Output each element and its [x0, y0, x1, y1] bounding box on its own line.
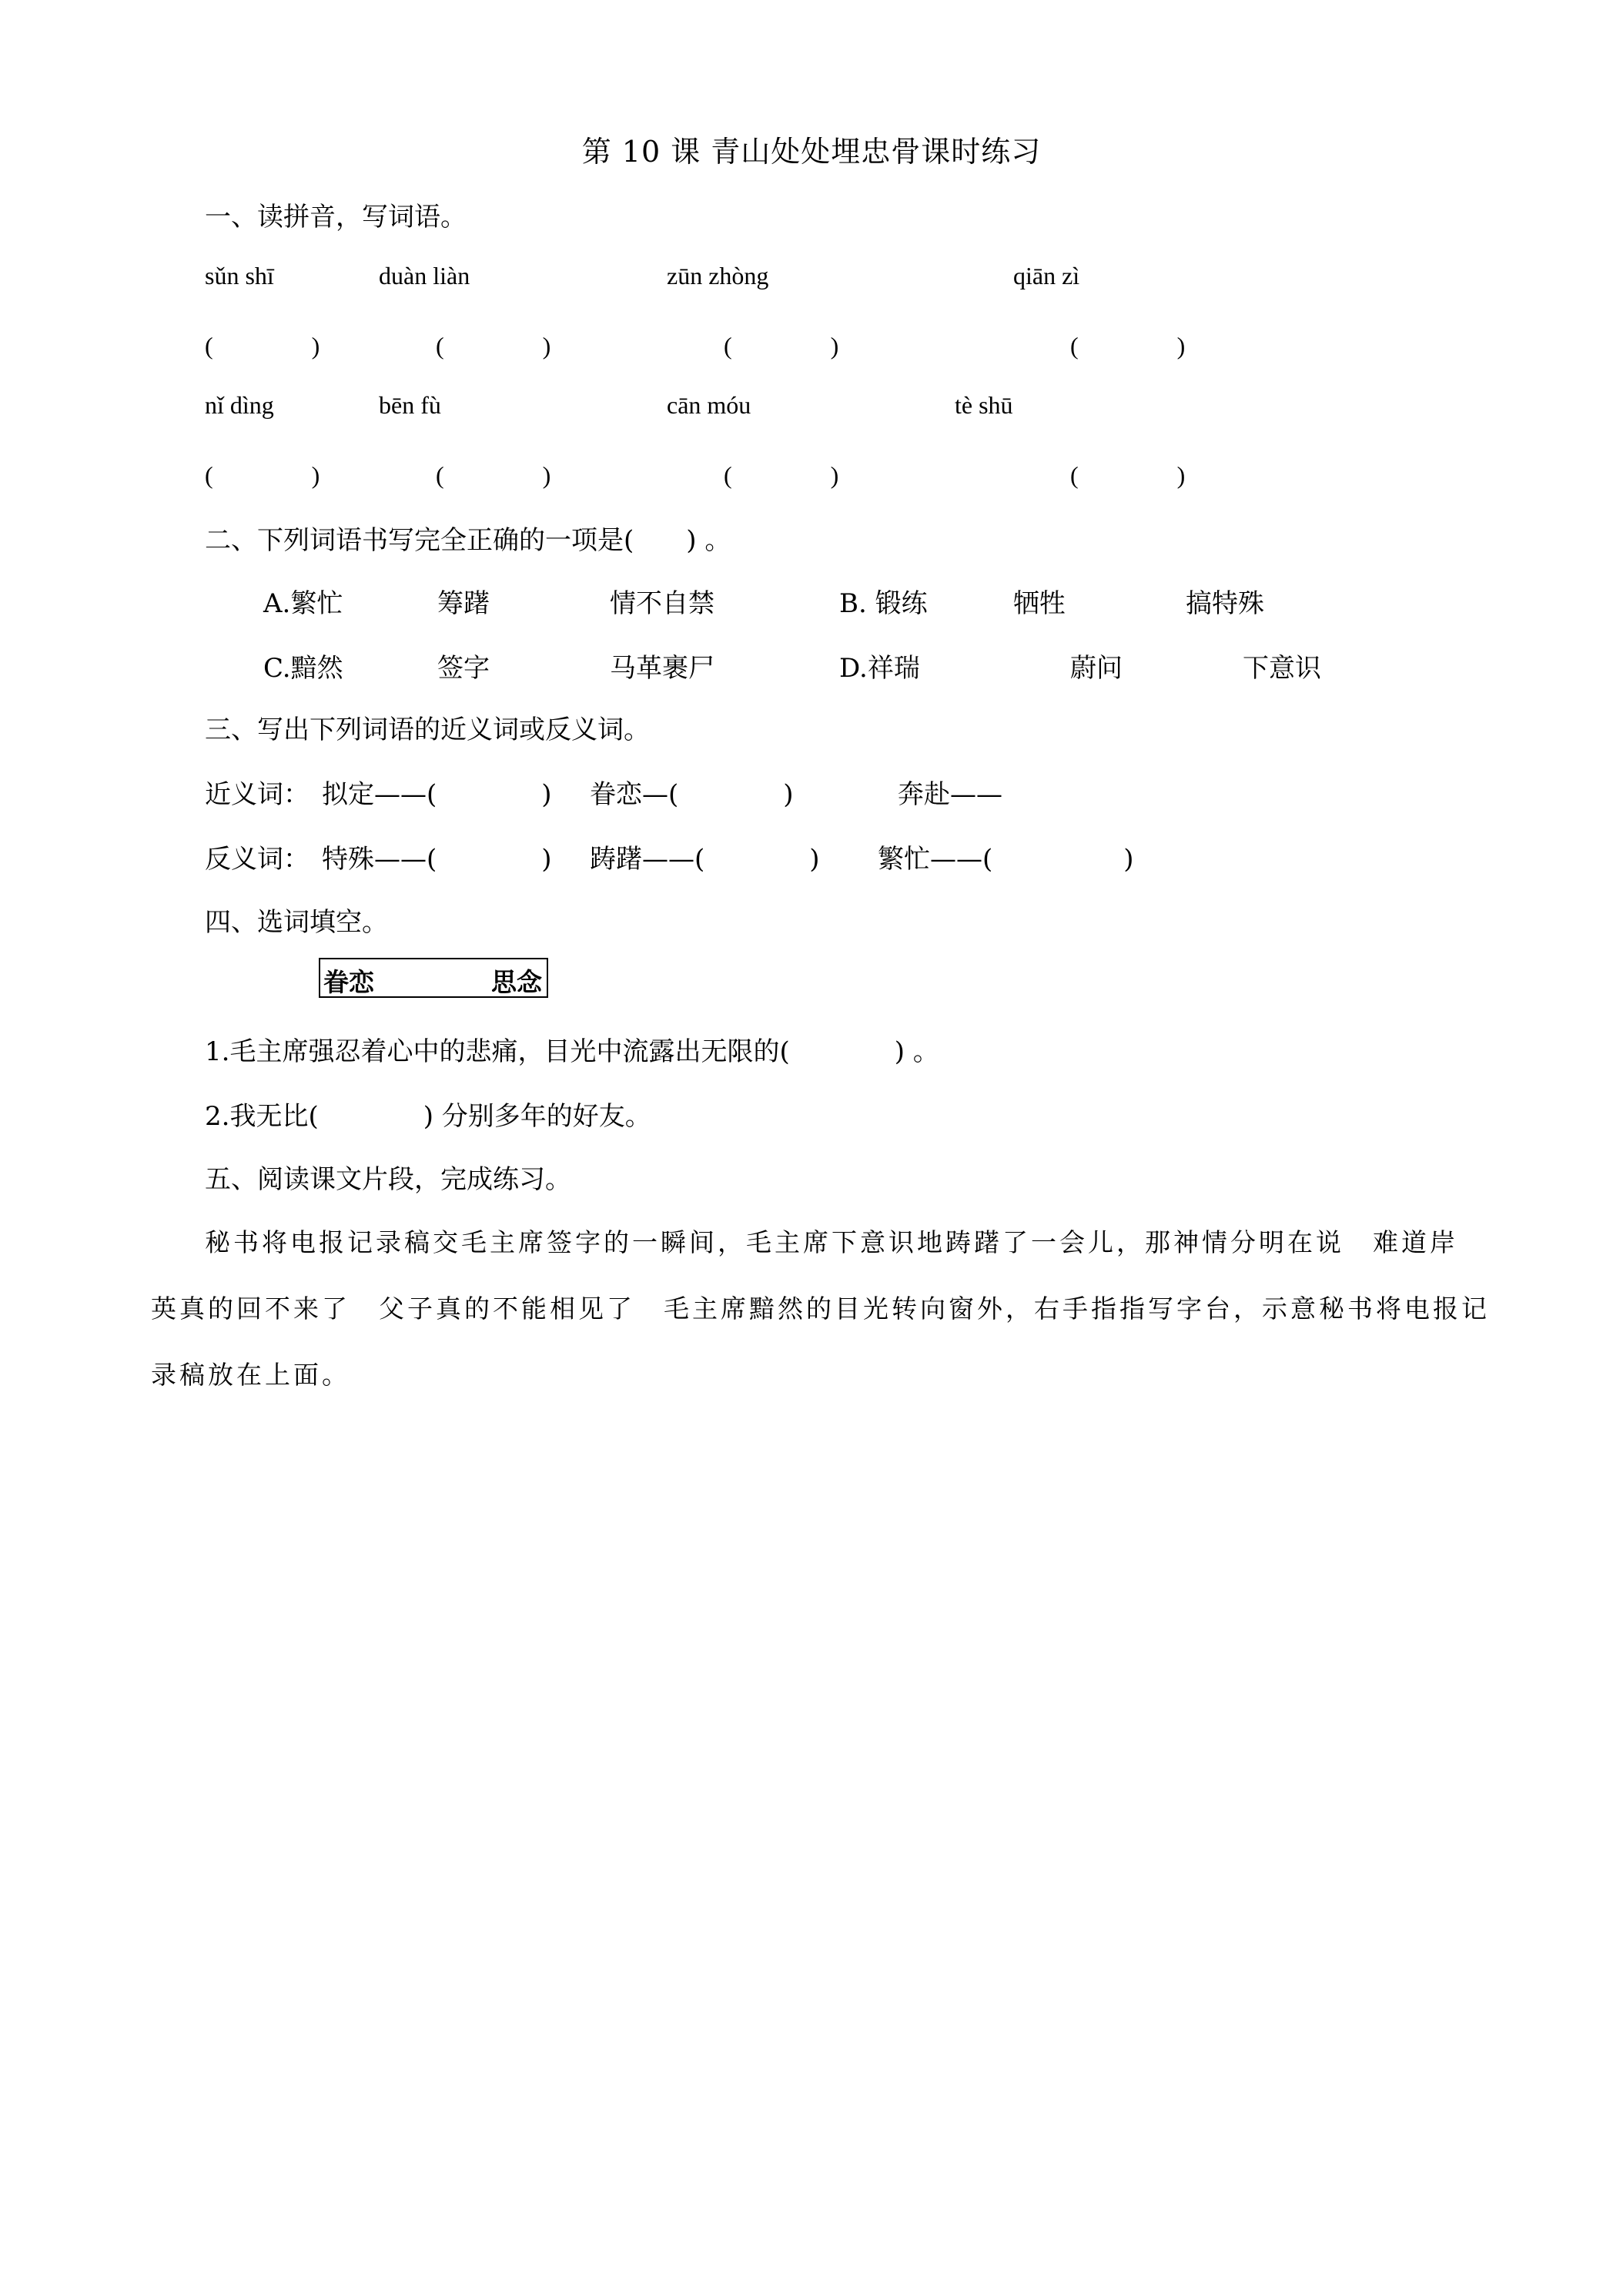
section2-heading: 二、下列词语书写完全正确的一项是( ) 。: [205, 525, 731, 556]
word-choice-box: [319, 958, 548, 998]
option-c-word: 马革裹尸: [610, 653, 714, 684]
option-d-label: D.祥瑞: [839, 653, 920, 684]
synonym-item: 奔赴——: [898, 779, 1002, 810]
word-choice: 思念: [491, 967, 542, 997]
option-d-word: 下意识: [1243, 653, 1321, 684]
synonym-item: 拟定——( ): [322, 779, 552, 810]
passage-line: 秘书将电报记录稿交毛主席签字的一瞬间，毛主席下意识地踌躇了一会儿，那神情分明在说 难道岸: [205, 1227, 1458, 1257]
option-b-label: B. 锻练: [839, 588, 928, 619]
section3-heading: 三、写出下列词语的近义词或反义词。: [205, 715, 650, 745]
answer-blank[interactable]: ( ): [1070, 332, 1186, 360]
antonym-label: 反义词：: [205, 844, 310, 875]
answer-blank[interactable]: ( ): [724, 461, 839, 489]
word-choice: 眷恋: [323, 967, 374, 997]
passage-line: 录稿放在上面。: [151, 1360, 350, 1390]
option-b-word: 牺牲: [1013, 588, 1066, 619]
answer-blank[interactable]: ( ): [436, 461, 551, 489]
answer-blank[interactable]: ( ): [436, 332, 551, 360]
option-a-label: A.繁忙: [263, 588, 343, 619]
pinyin-duanlian: duàn liàn: [379, 262, 470, 290]
pinyin-canmou: cān móu: [667, 391, 751, 419]
option-d-word: 蔚问: [1070, 653, 1123, 684]
answer-blank[interactable]: ( ): [1070, 461, 1186, 489]
pinyin-zunzhong: zūn zhòng: [667, 262, 769, 290]
section5-heading: 五、阅读课文片段，完成练习。: [205, 1164, 571, 1195]
option-a-word: 情不自禁: [610, 588, 714, 619]
section4-heading: 四、选词填空。: [205, 907, 388, 938]
pinyin-qianzi: qiān zì: [1013, 262, 1080, 290]
fill-question-2: 2.我无比( ) 分别多年的好友。: [205, 1101, 651, 1132]
answer-blank[interactable]: ( ): [205, 461, 320, 489]
pinyin-niding: nǐ dìng: [205, 391, 274, 419]
option-a-word: 筹躇: [437, 588, 490, 619]
page-title: 第 10 课 青山处处埋忠骨课时练习: [581, 135, 1042, 169]
synonym-item: 眷恋—( ): [590, 779, 794, 810]
passage-line: 英真的回不来了 父子真的不能相见了 毛主席黯然的目光转向窗外，右手指指写字台，示意秘书将电报记: [151, 1294, 1490, 1324]
option-c-label: C.黯然: [263, 653, 343, 684]
fill-question-1: 1.毛主席强忍着心中的悲痛，目光中流露出无限的( ) 。: [205, 1036, 939, 1067]
synonym-label: 近义词：: [205, 779, 310, 810]
option-c-word: 签字: [437, 653, 490, 684]
antonym-item: 踌躇——( ): [590, 844, 820, 875]
answer-blank[interactable]: ( ): [205, 332, 320, 360]
option-b-word: 搞特殊: [1186, 588, 1264, 619]
antonym-item: 繁忙——( ): [878, 844, 1134, 875]
answer-blank[interactable]: ( ): [724, 332, 839, 360]
section1-heading: 一、读拼音，写词语。: [205, 202, 467, 233]
pinyin-sunshi: sǔn shī: [205, 262, 274, 290]
antonym-item: 特殊——( ): [322, 844, 552, 875]
pinyin-teshu: tè shū: [955, 391, 1013, 419]
pinyin-benfu: bēn fù: [379, 391, 441, 419]
